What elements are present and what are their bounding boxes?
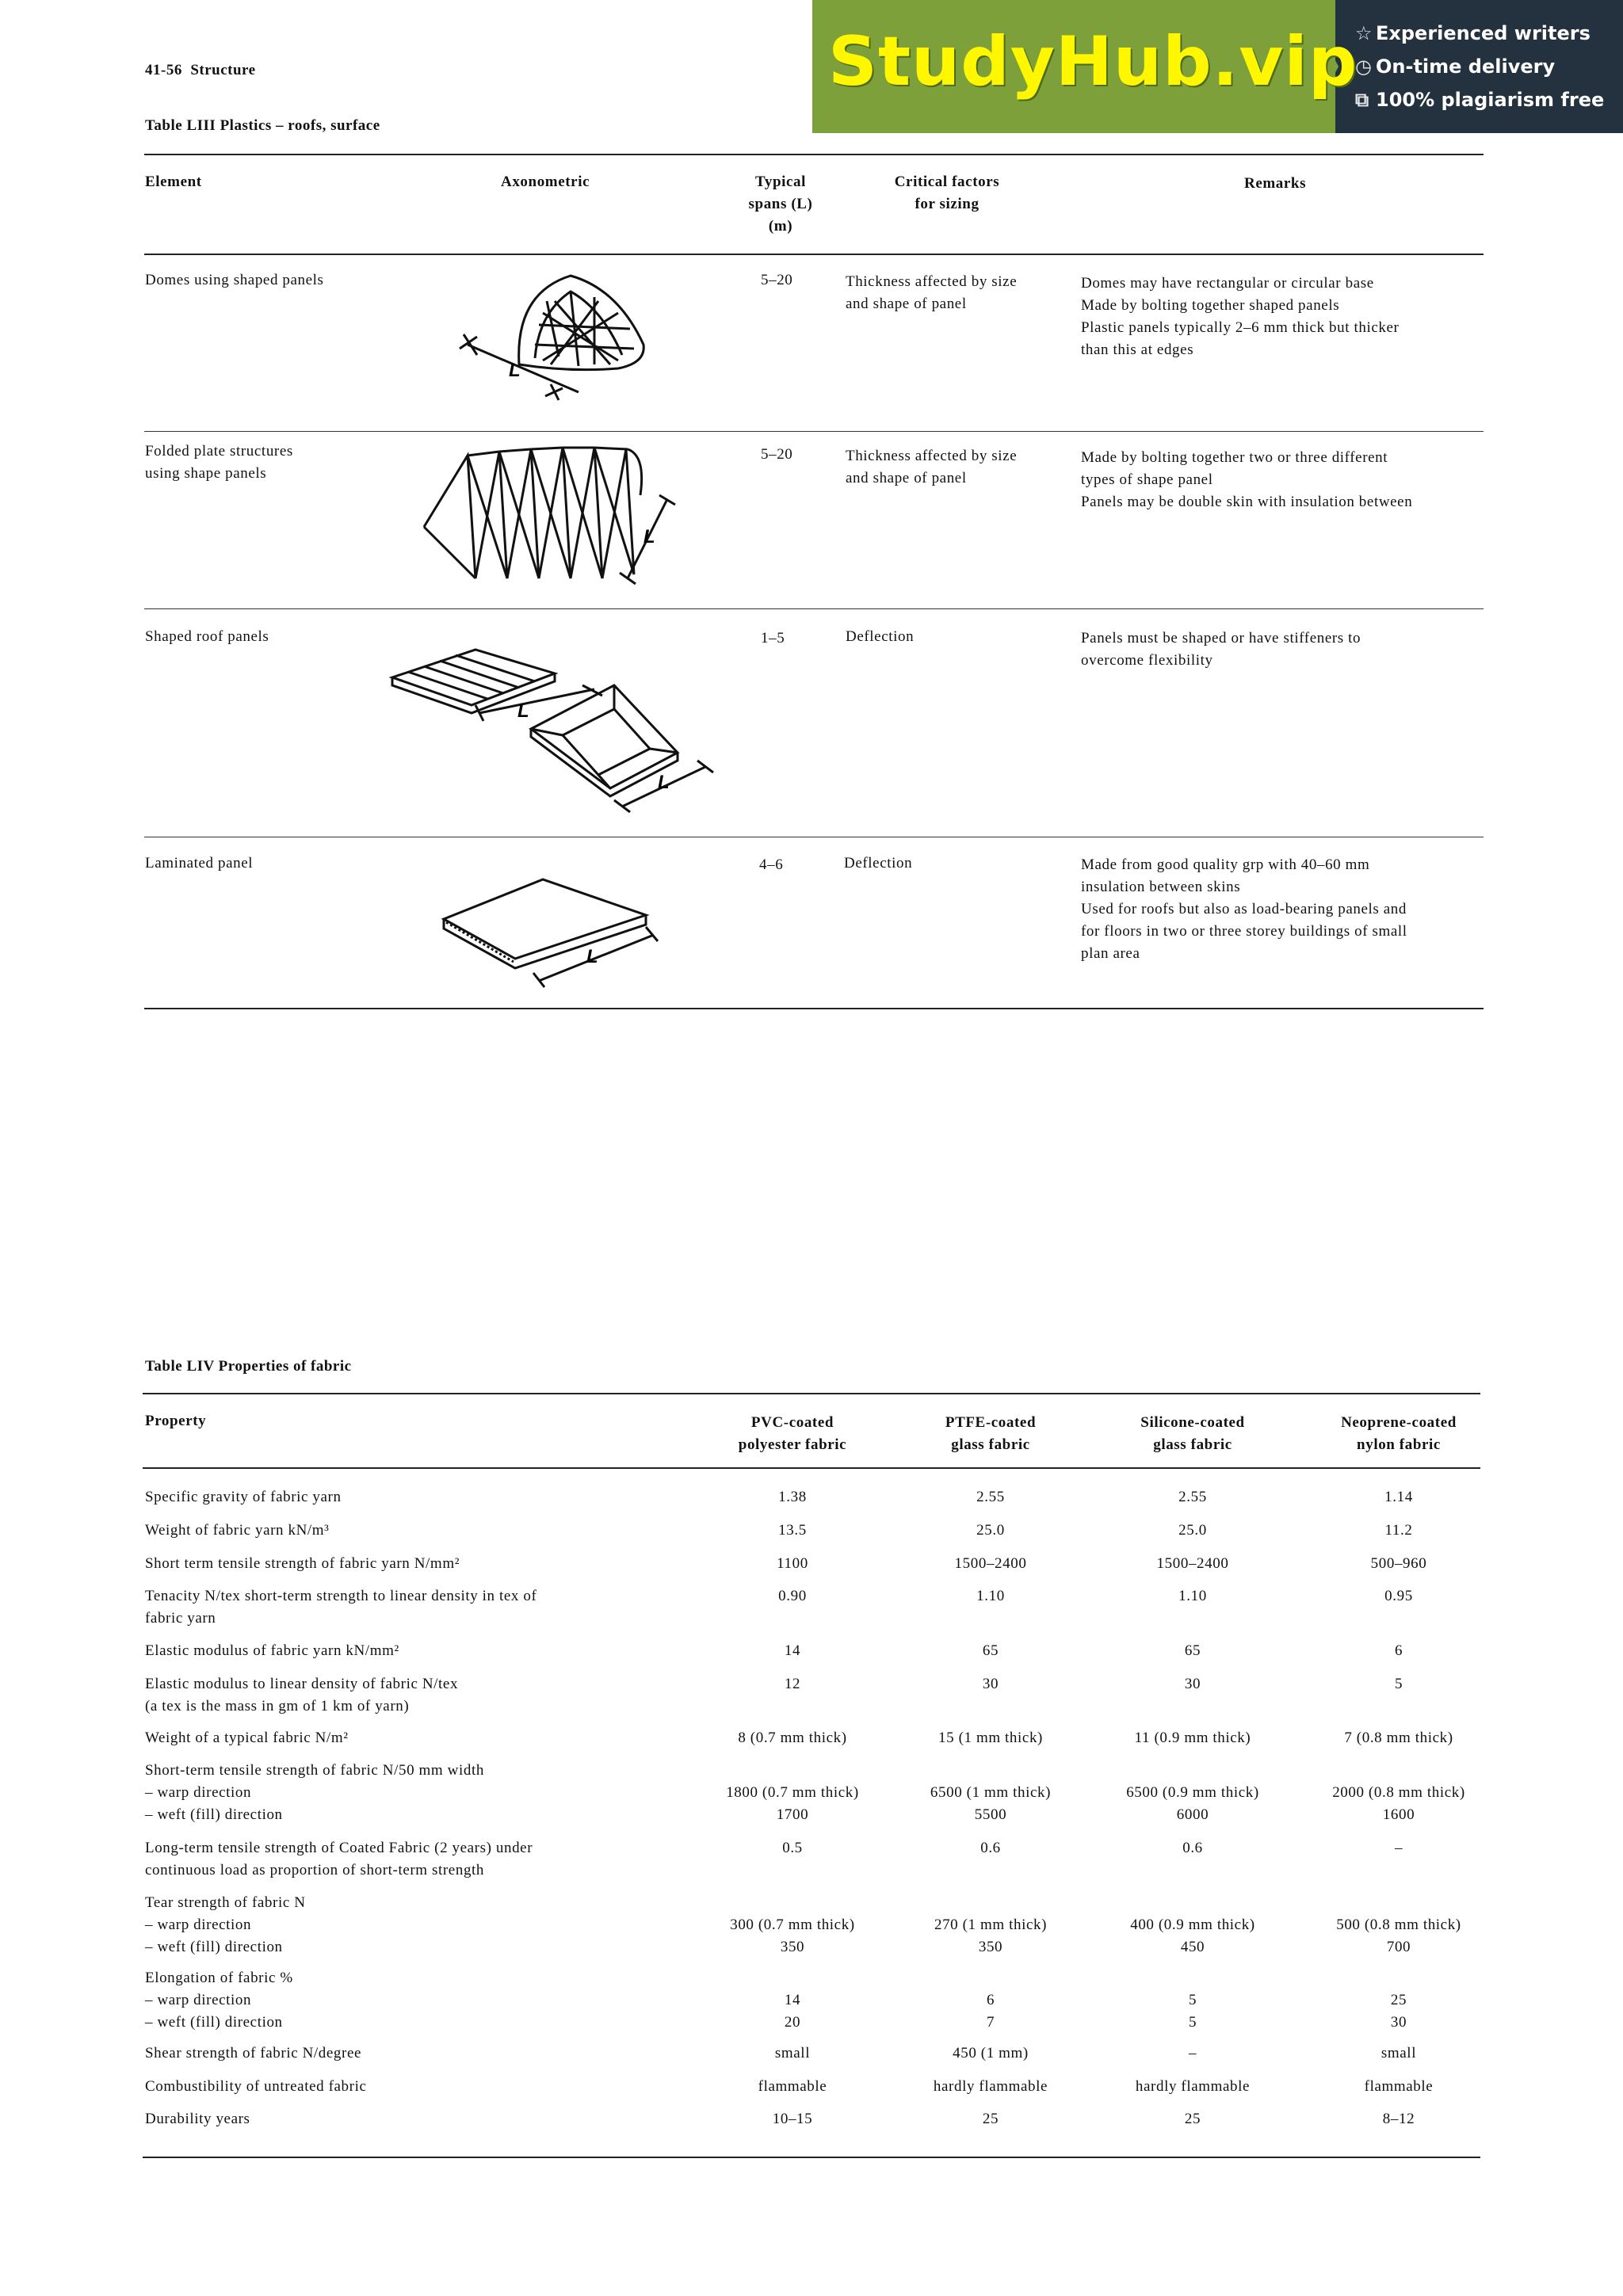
- property-label: Weight of fabric yarn kN/m³: [145, 1522, 330, 1539]
- table-cell: [1106, 1837, 1280, 1859]
- property-label: – warp direction: [145, 1992, 252, 2008]
- cell-value: 13.5: [778, 1522, 807, 1539]
- table-cell: [705, 1673, 880, 1695]
- cell-value: 30: [1184, 1676, 1201, 1692]
- shaped-roof-panels-drawing: [388, 650, 721, 824]
- cell-value: 30: [982, 1676, 999, 1692]
- cell-value: [903, 1892, 1078, 1914]
- col-header-element: Element: [145, 174, 202, 190]
- cell-value: 5: [1394, 1676, 1403, 1692]
- cell-value: 0.6: [980, 1840, 1001, 1856]
- table-cell: [903, 1553, 1078, 1575]
- table-cell: [1106, 1892, 1280, 1958]
- cell-value: 5: [1188, 2014, 1197, 2031]
- cell-value: 7: [986, 2014, 995, 2031]
- property-label: Tenacity N/tex short-term strength to linear density in tex of: [145, 1588, 537, 1604]
- table-cell: [1312, 1553, 1486, 1575]
- cell-value: 270 (1 mm thick): [934, 1917, 1048, 1933]
- cell-value: 15 (1 mm thick): [938, 1730, 1043, 1746]
- table-cell: [1312, 1585, 1486, 1608]
- table-cell: [1106, 2108, 1280, 2130]
- table-cell: [705, 1520, 880, 1542]
- span-value: 4–6: [759, 856, 784, 873]
- studyhub-banner[interactable]: [812, 0, 1623, 133]
- table-cell: [903, 1967, 1078, 2034]
- col-header-remarks: Remarks: [1244, 175, 1307, 192]
- cell-value: 25: [982, 2111, 999, 2127]
- cell-value: [705, 1892, 880, 1914]
- page-header: [145, 62, 256, 79]
- cell-value: 450 (1 mm): [953, 2045, 1029, 2061]
- cell-value: 11 (0.9 mm thick): [1134, 1730, 1251, 1746]
- cell-value: 1.14: [1384, 1489, 1413, 1505]
- table-cell: [903, 1837, 1078, 1859]
- cell-value: 500 (0.8 mm thick): [1336, 1917, 1461, 1933]
- critical-factor: Thickness affected by size and shape of panel: [846, 273, 1018, 312]
- cell-value: 2.55: [1178, 1489, 1207, 1505]
- section-name: Structure: [190, 62, 256, 78]
- table-row: [145, 2108, 250, 2130]
- table-row: [145, 1486, 342, 1508]
- star-icon: ☆: [1355, 22, 1373, 44]
- row-divider: [144, 431, 1484, 432]
- folded-plate-drawing: [420, 440, 682, 598]
- cell-value: 1500–2400: [954, 1555, 1027, 1572]
- cell-value: [1312, 1967, 1486, 1989]
- span-value: 5–20: [761, 446, 793, 463]
- cell-value: hardly flammable: [933, 2078, 1048, 2095]
- cell-value: 350: [780, 1939, 805, 1955]
- property-label: – warp direction: [145, 1784, 252, 1801]
- table-cell: [1106, 1486, 1280, 1508]
- table-cell: [1312, 2076, 1486, 2098]
- cell-value: 25.0: [1178, 1522, 1207, 1539]
- cell-value: 65: [982, 1642, 999, 1659]
- cell-value: [705, 1760, 880, 1782]
- cell-value: 300 (0.7 mm thick): [730, 1917, 855, 1933]
- table-cell: [1312, 1892, 1486, 1958]
- cell-value: 1600: [1382, 1806, 1415, 1823]
- cell-value: 1.10: [1178, 1588, 1207, 1604]
- table-cell: [705, 1892, 880, 1958]
- cell-value: 25.0: [976, 1522, 1005, 1539]
- table-liv-bottom-rule: [143, 2157, 1480, 2158]
- cell-value: 350: [978, 1939, 1003, 1955]
- feature-plagiarism-free: ⧉ 100% plagiarism free: [1355, 89, 1605, 111]
- col-header-ptfe: PTFE-coated glass fabric: [945, 1414, 1037, 1453]
- property-label: fabric yarn: [145, 1610, 216, 1627]
- remarks: Panels must be shaped or have stiffeners to overcome flexibility: [1081, 630, 1361, 669]
- cell-value: 0.90: [778, 1588, 807, 1604]
- brand-logo: StudyHub.vip: [828, 22, 1358, 101]
- cell-value: [1312, 1892, 1486, 1914]
- cell-value: flammable: [758, 2078, 827, 2095]
- property-label: Durability years: [145, 2111, 250, 2127]
- property-label: – weft (fill) direction: [145, 1806, 283, 1823]
- table-cell: [1312, 1727, 1486, 1749]
- table-cell: [1312, 1486, 1486, 1508]
- property-label: – warp direction: [145, 1917, 252, 1933]
- table-cell: [1312, 1967, 1486, 2034]
- feature-experienced-writers: ☆ Experienced writers: [1355, 22, 1591, 44]
- cell-value: 7 (0.8 mm thick): [1344, 1730, 1453, 1746]
- table-cell: [705, 2076, 880, 2098]
- cell-value: small: [774, 2045, 811, 2061]
- dimension-label: L: [643, 526, 655, 547]
- property-label: Specific gravity of fabric yarn: [145, 1489, 342, 1505]
- table-cell: [903, 2076, 1078, 2098]
- table-cell: [1106, 1727, 1280, 1749]
- property-label: Elastic modulus to linear density of fabric N/tex: [145, 1676, 459, 1692]
- cell-value: hardly flammable: [1135, 2078, 1251, 2095]
- cell-value: –: [1188, 2045, 1197, 2061]
- property-label: Combustibility of untreated fabric: [145, 2078, 367, 2095]
- table-row: [145, 1727, 349, 1749]
- cell-value: [1312, 1760, 1486, 1782]
- cell-value: [1106, 1760, 1280, 1782]
- col-header-neoprene: Neoprene-coated nylon fabric: [1341, 1414, 1457, 1453]
- table-cell: [1312, 1520, 1486, 1542]
- remarks: Domes may have rectangular or circular base Made by bolting together shaped panels Plastic panels typically 2–6 mm thick but thicker than this at edges: [1081, 275, 1400, 358]
- cell-value: [903, 1967, 1078, 1989]
- cell-value: 0.6: [1182, 1840, 1203, 1856]
- table-liii-top-rule: [144, 154, 1484, 155]
- critical-factor: Deflection: [846, 628, 915, 645]
- table-liv-top-rule: [143, 1393, 1480, 1394]
- cell-value: 0.5: [782, 1840, 803, 1856]
- cell-value: 14: [784, 1642, 801, 1659]
- col-header-spans: Typical spans (L) (m): [748, 174, 813, 235]
- cell-value: [1106, 1967, 1280, 1989]
- dimension-label: L: [586, 946, 598, 967]
- cell-value: small: [1381, 2045, 1417, 2061]
- cell-value: 700: [1386, 1939, 1411, 1955]
- cell-value: [705, 1967, 880, 1989]
- cell-value: 1800 (0.7 mm thick): [726, 1784, 859, 1801]
- cell-value: 11.2: [1384, 1522, 1413, 1539]
- property-label: – weft (fill) direction: [145, 1939, 283, 1955]
- property-label: Elongation of fabric %: [145, 1970, 293, 1986]
- cell-value: 25: [1184, 2111, 1201, 2127]
- table-cell: [1106, 1640, 1280, 1662]
- table-row: Domes using shaped panels: [145, 272, 324, 288]
- table-row: [145, 1673, 458, 1718]
- cell-value: 5500: [974, 1806, 1007, 1823]
- table-liv-header-rule: [143, 1467, 1480, 1469]
- table-row: [145, 1892, 306, 1958]
- table-cell: [1312, 1673, 1486, 1695]
- span-value: 1–5: [761, 630, 785, 646]
- table-liii-bottom-rule: [144, 1008, 1484, 1009]
- dimension-label: L: [517, 700, 529, 722]
- cell-value: 14: [784, 1992, 801, 2008]
- cell-value: 6500 (1 mm thick): [930, 1784, 1052, 1801]
- property-label: Shear strength of fabric N/degree: [145, 2045, 362, 2061]
- table-cell: [903, 2108, 1078, 2130]
- property-label: (a tex is the mass in gm of 1 km of yarn): [145, 1698, 410, 1714]
- critical-factor: Thickness affected by size and shape of panel: [846, 448, 1018, 486]
- cell-value: 8 (0.7 mm thick): [738, 1730, 847, 1746]
- table-row: [145, 1760, 484, 1826]
- table-row: Shaped roof panels: [145, 628, 269, 645]
- cell-value: 1.38: [778, 1489, 807, 1505]
- col-header-axonometric: Axonometric: [501, 174, 590, 190]
- cell-value: 20: [784, 2014, 801, 2031]
- table-cell: [903, 1585, 1078, 1608]
- table-cell: [1106, 1585, 1280, 1608]
- table-cell: [1312, 1837, 1486, 1859]
- table-cell: [705, 1727, 880, 1749]
- table-cell: [903, 1892, 1078, 1958]
- table-liii-title: Table LIII Plastics – roofs, surface: [145, 117, 380, 134]
- table-row: [145, 1837, 533, 1882]
- table-row: [145, 2042, 361, 2065]
- table-row: [145, 1967, 293, 2034]
- table-cell: [705, 1553, 880, 1575]
- cell-value: 450: [1180, 1939, 1205, 1955]
- remarks: Made by bolting together two or three different types of shape panel Panels may be double skin with insulation between: [1081, 449, 1413, 510]
- cell-value: 400 (0.9 mm thick): [1130, 1917, 1255, 1933]
- table-row: Laminated panel: [145, 855, 254, 871]
- table-row: [145, 1553, 460, 1575]
- table-cell: [903, 1640, 1078, 1662]
- cell-value: 2.55: [976, 1489, 1005, 1505]
- table-cell: [1106, 2076, 1280, 2098]
- table-row: [145, 1520, 329, 1542]
- cell-value: 1100: [777, 1555, 808, 1572]
- row-divider: [144, 608, 1484, 609]
- cell-value: 5: [1188, 1992, 1197, 2008]
- cell-value: 1500–2400: [1156, 1555, 1229, 1572]
- table-cell: [705, 2108, 880, 2130]
- table-cell: [705, 1486, 880, 1508]
- col-header-silicone: Silicone-coated glass fabric: [1140, 1414, 1245, 1453]
- cell-value: [903, 1760, 1078, 1782]
- property-label: Short term tensile strength of fabric yarn N/mm²: [145, 1555, 460, 1572]
- cell-value: 6: [1394, 1642, 1403, 1659]
- table-cell: [1106, 1553, 1280, 1575]
- table-cell: [1106, 1520, 1280, 1542]
- table-row: [145, 1640, 399, 1662]
- cell-value: 2000 (0.8 mm thick): [1332, 1784, 1465, 1801]
- table-row: [145, 1585, 537, 1630]
- property-label: – weft (fill) direction: [145, 2014, 283, 2031]
- span-value: 5–20: [761, 272, 793, 288]
- cell-value: 6500 (0.9 mm thick): [1126, 1784, 1259, 1801]
- cell-value: flammable: [1364, 2078, 1434, 2095]
- cell-value: 30: [1390, 2014, 1407, 2031]
- table-cell: [903, 1486, 1078, 1508]
- cell-value: 8–12: [1382, 2111, 1415, 2127]
- table-cell: [1106, 1760, 1280, 1826]
- dimension-label: L: [658, 772, 670, 793]
- cell-value: 6: [986, 1992, 995, 2008]
- property-label: continuous load as proportion of short-term strength: [145, 1862, 485, 1878]
- property-label: Weight of a typical fabric N/m²: [145, 1730, 349, 1746]
- critical-factor: Deflection: [844, 855, 913, 871]
- table-cell: [705, 1640, 880, 1662]
- cell-value: 12: [784, 1676, 801, 1692]
- laminated-panel-drawing: [440, 879, 670, 990]
- table-row: Folded plate structures using shape panels: [145, 443, 293, 482]
- cell-value: 10–15: [772, 2111, 813, 2127]
- property-label: Elastic modulus of fabric yarn kN/mm²: [145, 1642, 399, 1659]
- cell-value: 65: [1184, 1642, 1201, 1659]
- cell-value: 500–960: [1370, 1555, 1427, 1572]
- cell-value: 1.10: [976, 1588, 1005, 1604]
- page-number: 41-56: [145, 62, 182, 78]
- table-cell: [1106, 1967, 1280, 2034]
- table-cell: [1106, 1673, 1280, 1695]
- cell-value: –: [1394, 1840, 1403, 1856]
- property-label: Short-term tensile strength of fabric N/50 mm width: [145, 1762, 484, 1779]
- table-cell: [1106, 2042, 1280, 2065]
- table-cell: [1312, 1760, 1486, 1826]
- cell-value: 6000: [1176, 1806, 1209, 1823]
- table-cell: [705, 1837, 880, 1859]
- table-cell: [705, 1585, 880, 1608]
- col-header-pvc: PVC-coated polyester fabric: [738, 1414, 847, 1453]
- table-liii-header-rule: [144, 254, 1484, 255]
- table-cell: [705, 1967, 880, 2034]
- feature-on-time-delivery: ◷ On-time delivery: [1355, 55, 1556, 78]
- table-cell: [903, 1727, 1078, 1749]
- col-header-critical-factors: Critical factors for sizing: [894, 174, 1000, 212]
- dome-drawing: [460, 269, 650, 412]
- table-cell: [1312, 1640, 1486, 1662]
- col-header-property: Property: [145, 1413, 207, 1429]
- table-cell: [705, 1760, 880, 1826]
- cell-value: 1700: [776, 1806, 809, 1823]
- table-cell: [903, 2042, 1078, 2065]
- table-cell: [705, 2042, 880, 2065]
- cell-value: [1106, 1892, 1280, 1914]
- dimension-label: L: [509, 360, 521, 381]
- property-label: Tear strength of fabric N: [145, 1894, 306, 1911]
- table-cell: [903, 1760, 1078, 1826]
- clock-icon: ◷: [1355, 55, 1372, 78]
- copy-icon: ⧉: [1355, 89, 1369, 111]
- table-cell: [903, 1673, 1078, 1695]
- table-row: [145, 2076, 366, 2098]
- table-cell: [1312, 2108, 1486, 2130]
- table-cell: [1312, 2042, 1486, 2065]
- table-cell: [903, 1520, 1078, 1542]
- table-liv-title: Table LIV Properties of fabric: [145, 1358, 352, 1375]
- property-label: Long-term tensile strength of Coated Fabric (2 years) under: [145, 1840, 533, 1856]
- cell-value: 25: [1390, 1992, 1407, 2008]
- cell-value: 0.95: [1384, 1588, 1413, 1604]
- remarks: Made from good quality grp with 40–60 mm insulation between skins Used for roofs but also as load-bearing panels and for floors in two or three storey buildings of small plan area: [1081, 856, 1407, 962]
